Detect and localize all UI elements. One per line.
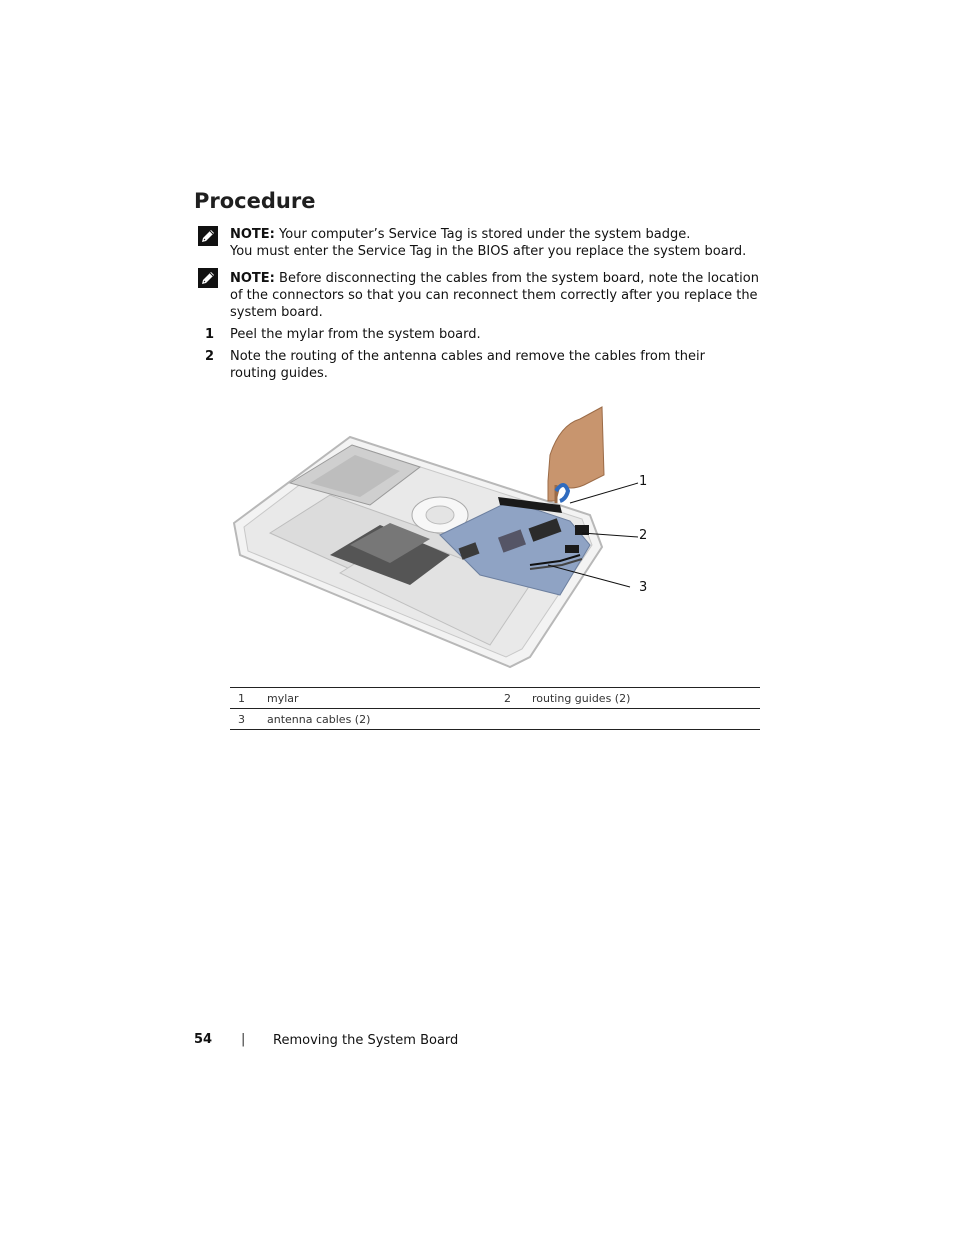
step-2-line-2: routing guides.	[230, 366, 328, 381]
note-1-label: NOTE:	[230, 227, 275, 242]
footer-separator: |	[241, 1032, 246, 1047]
step-1-number: 1	[205, 327, 215, 342]
note-2-line-1: Before disconnecting the cables from the system board, note the location	[279, 271, 759, 286]
note-1-line-1: Your computer’s Service Tag is stored under the system badge.	[279, 227, 691, 242]
step-1-line-1: Peel the mylar from the system board.	[230, 327, 481, 342]
step-2-line-1: Note the routing of the antenna cables and remove the cables from their	[230, 349, 705, 364]
legend-number: 1	[238, 691, 245, 705]
note-2-line-2: of the connectors so that you can reconnect them correctly after you replace the	[230, 288, 758, 303]
legend-row	[230, 709, 760, 730]
footer-section-title: Removing the System Board	[273, 1033, 459, 1048]
legend-row	[230, 688, 760, 709]
figure-callout-2: 2	[639, 528, 648, 543]
figure-callout-1: 1	[639, 474, 648, 489]
note-2	[230, 270, 759, 321]
legend-label	[532, 709, 760, 730]
note-2-label: NOTE:	[230, 271, 275, 286]
laptop-base-illustration	[230, 405, 650, 675]
note-pencil-icon	[198, 226, 218, 246]
note-pencil-icon	[198, 268, 218, 288]
legend-number: 3	[238, 712, 245, 726]
step-2-text	[230, 348, 705, 382]
figure-legend-table	[230, 687, 760, 730]
note-1	[230, 226, 746, 260]
step-1-text	[230, 326, 481, 343]
legend-number: 2	[504, 691, 511, 705]
step-2-number: 2	[205, 349, 215, 364]
note-2-line-3: system board.	[230, 305, 323, 320]
note-1-line-2: You must enter the Service Tag in the BIOS after you replace the system board.	[230, 244, 747, 259]
page-title: Procedure	[194, 189, 316, 213]
legend-label: mylar	[267, 691, 299, 705]
legend-label: routing guides (2)	[532, 691, 631, 705]
figure-callout-3: 3	[639, 580, 648, 595]
page-number: 54	[194, 1032, 213, 1047]
legend-label: antenna cables (2)	[267, 712, 371, 726]
legend-number	[504, 709, 532, 730]
